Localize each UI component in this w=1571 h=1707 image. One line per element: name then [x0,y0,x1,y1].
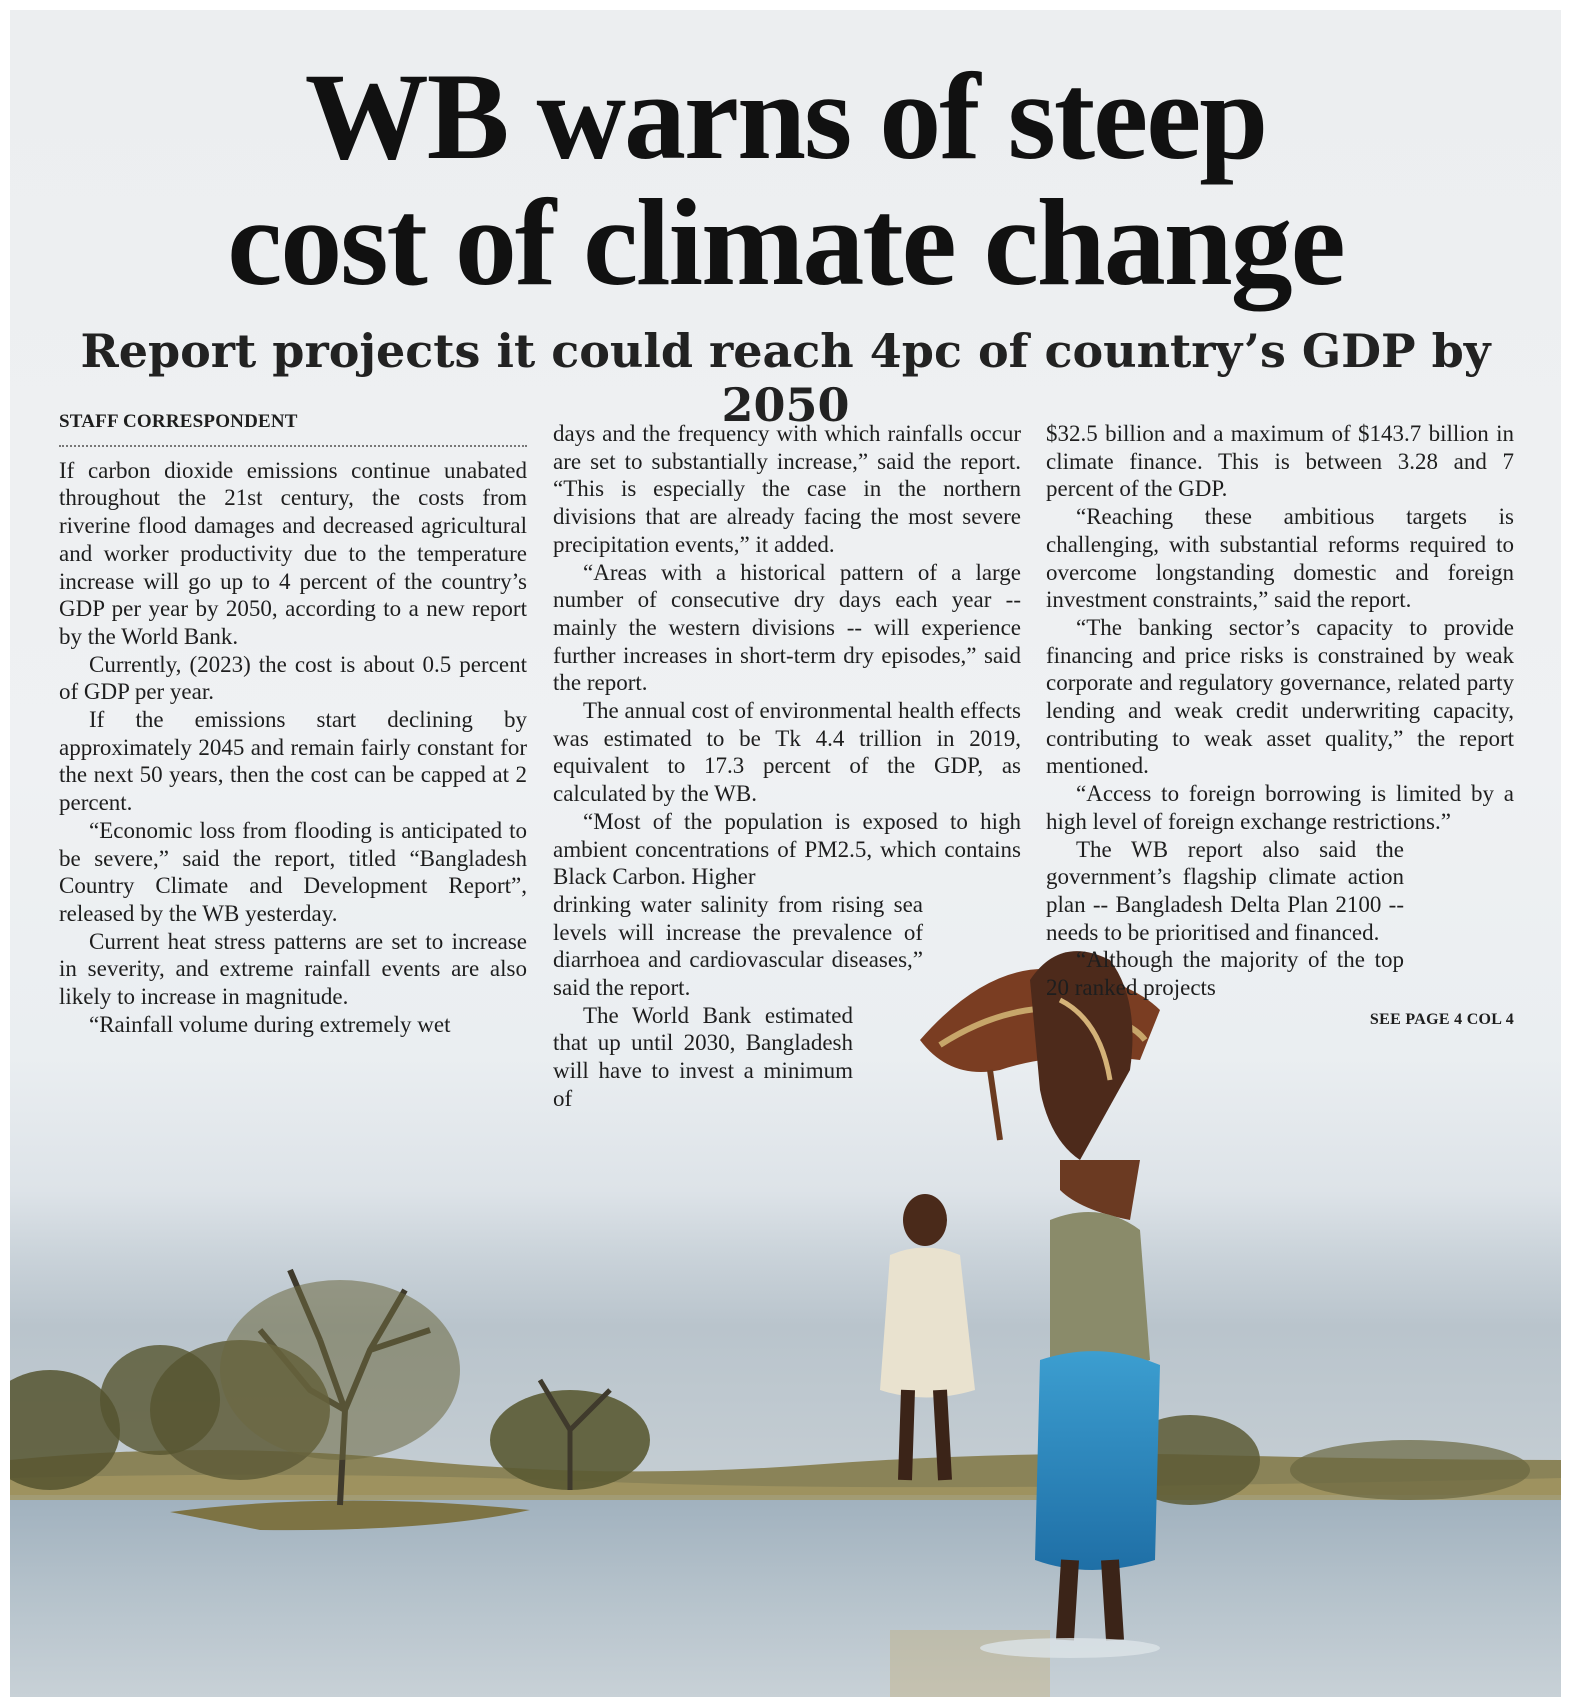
paragraph: Current heat stress patterns are set to increase in severity, and extreme rainfall events are also likely to increase in magnitude. [59,928,527,1010]
byline: STAFF CORRESPONDENT [59,408,527,447]
paragraph: “Economic loss from flooding is anticipated to be severe,” said the report, titled “Bangladesh Country Climate and Development Report”, released by the WB yesterday. [59,817,527,926]
child-figure [880,1194,975,1480]
paragraph: “Rainfall volume during extremely wet [89,1011,451,1037]
paragraph: drinking water salinity from rising sea levels will increase the prevalence of diarrhoea and cardiovascular diseases,” said the report. [553,891,923,1001]
article-column-2 [553,420,1021,1113]
paragraph: “The banking sector’s capacity to provide financing and price risks is constrained by weak corporate and regulatory governance, related party lending and weak credit underwriting capacity, contributing to weak asset quality,” the report mentioned. [1046,614,1514,779]
paragraph: $32.5 billion and a maximum of $143.7 billion in climate finance. This is between 3.28 and 7 percent of the GDP. [1046,421,1514,502]
subheadline: Report projects it could reach 4pc of country’s GDP by 2050 [80,324,1491,432]
headline-line-1: WB warns of steep [304,48,1267,185]
paragraph: “Access to foreign borrowing is limited by a high level of foreign exchange restrictions.” [1046,781,1514,834]
headline [10,48,1561,311]
paragraph: “Areas with a historical pattern of a large number of consecutive dry days each year -- mainly the western divisions -- will experience further increases in short-term dry episodes,” said the report. [553,559,1021,696]
paragraph: The WB report also said the government’s flagship climate action plan -- Bangladesh Delta Plan 2100 -- needs to be prioritised and financed. [1046,836,1404,945]
flood-photo [10,1160,1561,1697]
tree-mid [490,1380,650,1490]
article-column-3 [1046,420,1514,1033]
paragraph: If the emissions start declining by approximately 2045 and remain fairly constant for the next 50 years, then the cost can be capped at 2 percent. [59,707,527,816]
paragraph: If carbon dioxide emissions continue unabated throughout the 21st century, the costs from riverine flood damages and decreased agricultural and worker productivity due to the temperature increase will go up to 4 percent of the country’s GDP per year by 2050, according to a new report by the World Bank. [59,457,527,649]
headline-line-2: cost of climate change [227,174,1344,311]
paragraph: The World Bank estimated that up until 2030, Bangladesh will have to invest a minimum of [553,1002,853,1111]
article-column-1 [59,408,527,1038]
paragraph: days and the frequency with which rainfalls occur are set to substantially increase,” said the report. “This is especially the case in the northern divisions that are already facing the most severe precipitation events,” it added. [553,421,1021,557]
paragraph: “Although the majority of the top 20 ranked projects [1046,947,1404,1001]
paragraph: “Reaching these ambitious targets is challenging, with substantial reforms required to overcome longstanding domestic and foreign investment constraints,” said the report. [1046,504,1514,613]
paragraph: “Most of the population is exposed to high ambient concentrations of PM2.5, which contains Black Carbon. Higher [553,808,1021,890]
paragraph: Currently, (2023) the cost is about 0.5 percent of GDP per year. [59,651,527,705]
continuation-note: SEE PAGE 4 COL 4 [1369,1010,1514,1028]
newspaper-clipping [10,10,1561,1697]
paragraph: The annual cost of environmental health effects was estimated to be Tk 4.4 trillion in 2019, equivalent to 17.3 percent of the GDP, as calculated by the WB. [553,698,1021,807]
